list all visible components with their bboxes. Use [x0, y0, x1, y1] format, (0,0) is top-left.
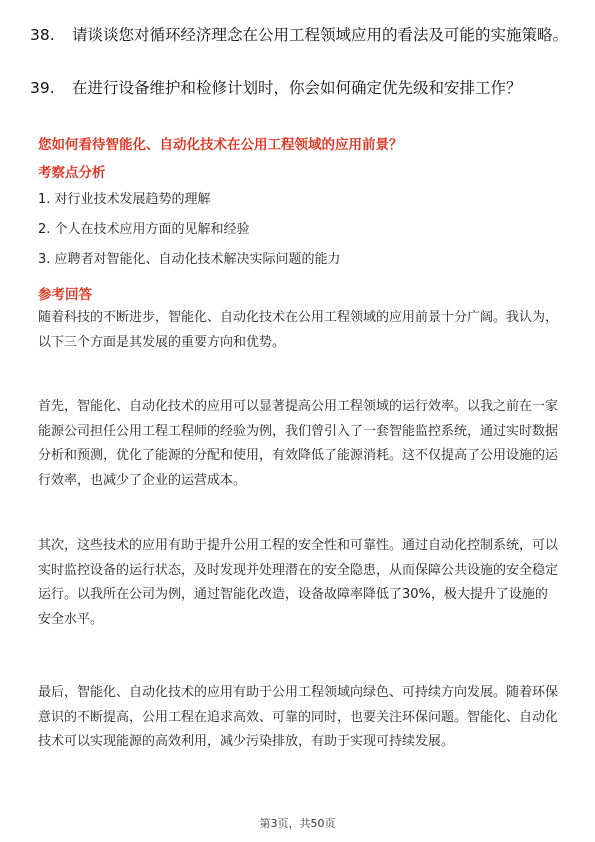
- page-footer: 第3页，共50页: [259, 817, 336, 830]
- question-39: [30, 78, 568, 99]
- answer-paragraph: 其次，这些技术的应用有助于提升公用工程的安全性和可靠性。通过自动化控制系统，可以实时监控设备的运行状态，及时发现并处理潜在的安全隐患，从而保障公共设施的安全稳定运行。以我所在公司为例，通过智能化改造，设备故障率降低了30%，极大提升了设施的安全水平。: [38, 538, 559, 627]
- answer-heading: 参考回答: [38, 287, 92, 303]
- question-text: 在进行设备维护和检修计划时，你会如何确定优先级和安排工作？: [72, 79, 522, 97]
- analysis-item: 1. 对行业技术发展趋势的理解: [38, 192, 211, 207]
- answer-paragraph: 最后，智能化、自动化技术的应用有助于公用工程领域向绿色、可持续方向发展。随着环保意识的不断提高，公用工程在追求高效、可靠的同时，也要关注环保问题。智能化、自动化技术可以实现能源的高效利用，减少污染排放，有助于实现可持续发展。: [38, 685, 559, 749]
- analysis-heading: 考察点分析: [38, 165, 106, 181]
- question-number: 38.: [30, 26, 55, 44]
- answer-paragraph: 随着科技的不断进步，智能化、自动化技术在公用工程领域的应用前景十分广阔。我认为，以下三个方面是其发展的重要方向和优势。: [38, 310, 559, 350]
- analysis-item: 2. 个人在技术应用方面的见解和经验: [38, 222, 250, 237]
- question-38: [30, 25, 569, 46]
- section-title: 您如何看待智能化、自动化技术在公用工程领域的应用前景？: [38, 137, 403, 153]
- answer-paragraph: 首先，智能化、自动化技术的应用可以显著提高公用工程领域的运行效率。以我之前在一家能源公司担任公用工程工程师的经验为例，我们曾引入了一套智能监控系统，通过实时数据分析和预测，优化了能源的分配和使用，有效降低了能源消耗。这不仅提高了公用设施的运行效率，也减少了企业的运营成本。: [38, 399, 559, 488]
- analysis-item: 3. 应聘者对智能化、自动化技术解决实际问题的能力: [38, 252, 341, 267]
- question-number: 39.: [30, 79, 55, 97]
- question-text: 请谈谈您对循环经济理念在公用工程领域应用的看法及可能的实施策略。: [72, 26, 569, 44]
